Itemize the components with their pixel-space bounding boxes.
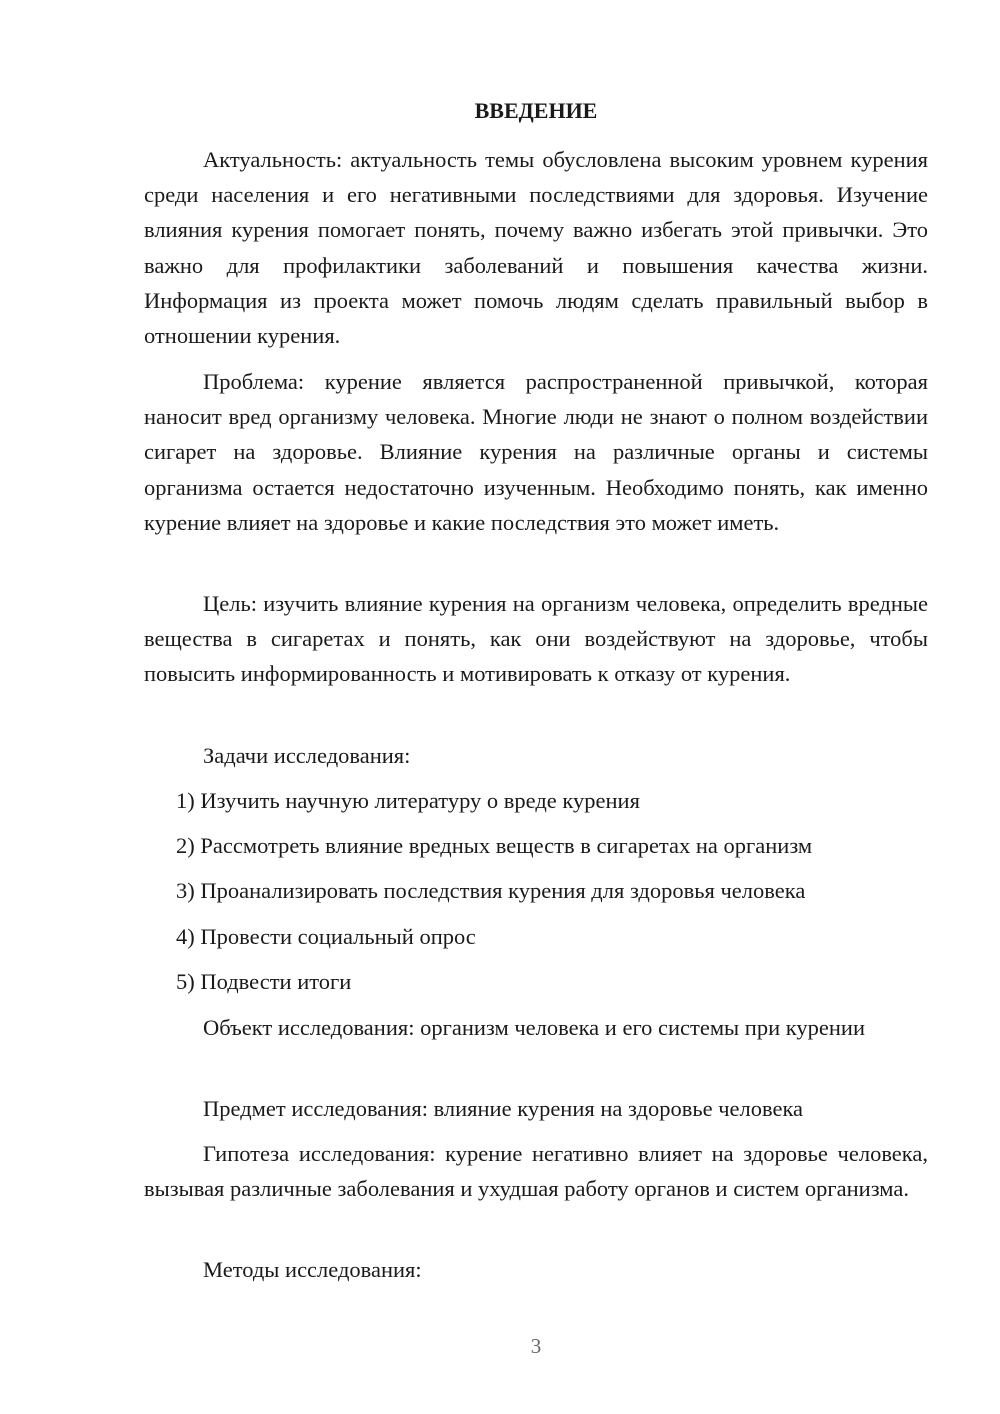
object-paragraph: Объект исследования: организм человека и его системы при курении <box>203 1015 865 1040</box>
page-number: 3 <box>530 1334 542 1358</box>
task-item: 2) Рассмотреть влияние вредных веществ в сигаретах на организм <box>176 833 813 858</box>
page-title: ВВЕДЕНИЕ <box>474 98 598 123</box>
tasks-heading: Задачи исследования: <box>203 743 411 768</box>
task-item: 3) Проанализировать последствия курения для здоровья человека <box>176 878 806 903</box>
problem-paragraph: Проблема: курение является распространенной привычкой, которая наносит вред организму человека. Многие люди не знают о полном воздействии сигарет на здоровье. Влияние курения на различные органы и системы организма остается недостаточно изученным. Необходимо понять, как именно курение влияет на здоровье и какие последствия это может иметь. <box>144 369 928 535</box>
relevance-paragraph: Актуальность: актуальность темы обусловлена высоким уровнем курения среди населения и его негативными последствиями для здоровья. Изучение влияния курения помогает понять, почему важно избегать этой привычки. Это важно для профилактики заболеваний и повышения качества жизни. Информация из проекта может помочь людям сделать правильный выбор в отношении курения. <box>144 147 928 349</box>
subject-paragraph: Предмет исследования: влияние курения на здоровье человека <box>203 1096 804 1121</box>
task-item: 4) Провести социальный опрос <box>176 924 476 949</box>
task-item: 5) Подвести итоги <box>176 969 352 994</box>
hypothesis-paragraph: Гипотеза исследования: курение негативно влияет на здоровье человека, вызывая различные заболевания и ухудшая работу органов и систем организма. <box>144 1141 928 1202</box>
task-item: 1) Изучить научную литературу о вреде курения <box>176 788 640 813</box>
methods-heading: Методы исследования: <box>203 1257 422 1282</box>
goal-paragraph: Цель: изучить влияние курения на организм человека, определить вредные вещества в сигаретах и понять, как они воздействуют на здоровье, чтобы повысить информированность и мотивировать к отказу от курения. <box>144 591 928 687</box>
